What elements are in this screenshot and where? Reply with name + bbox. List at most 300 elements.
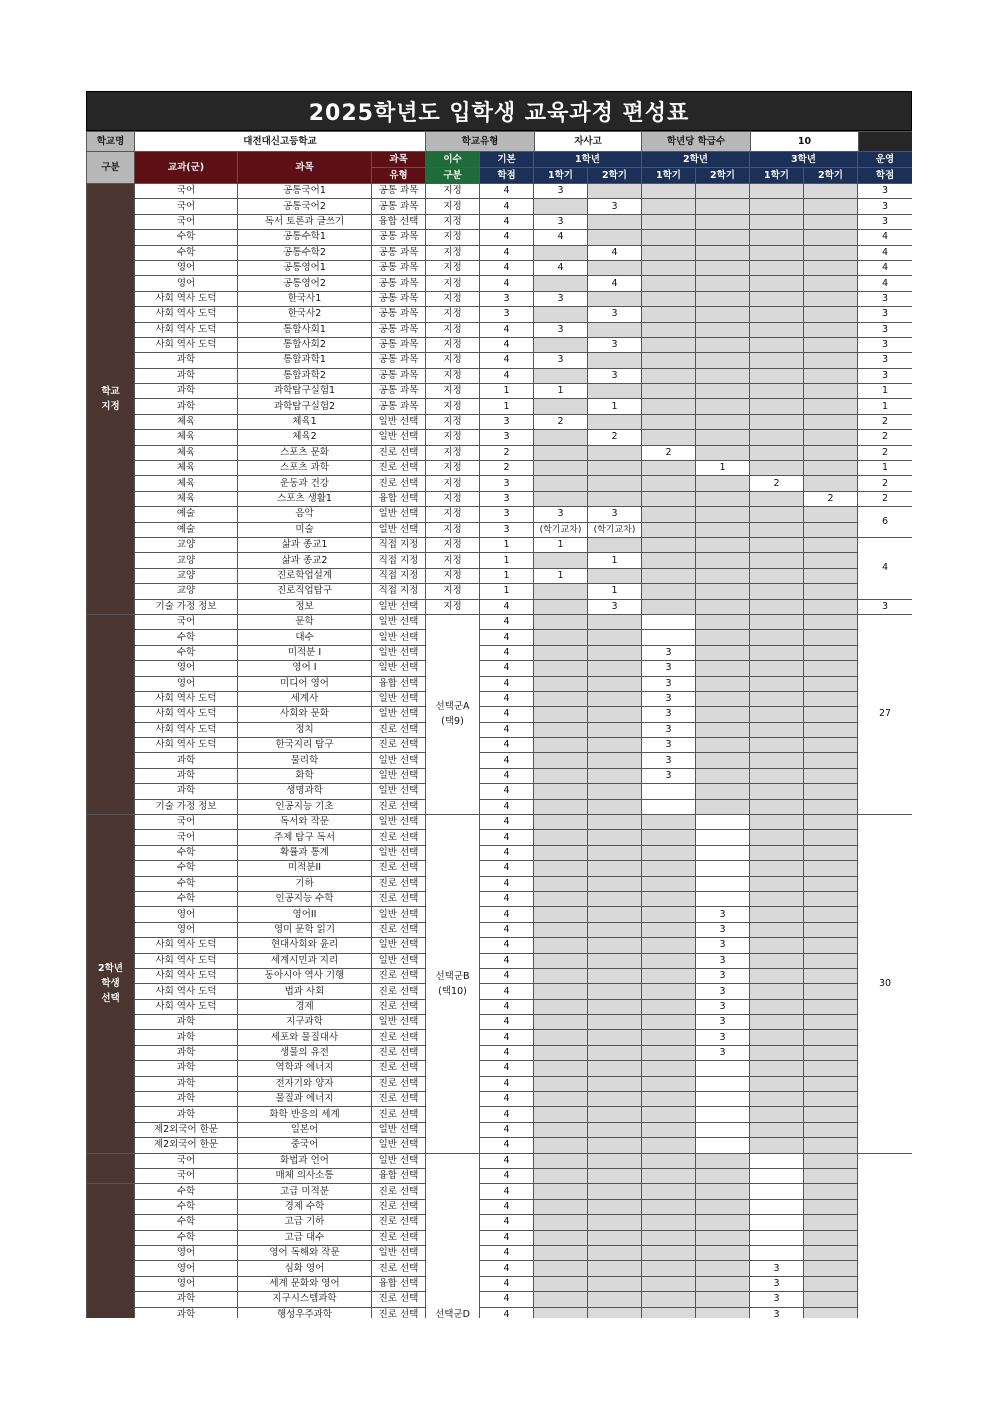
table-row — [87, 968, 913, 983]
table-row — [87, 568, 913, 583]
semester-credit-cell — [642, 861, 696, 876]
semester-credit-cell — [750, 1092, 804, 1107]
table-row — [87, 630, 913, 645]
semester-credit-cell — [696, 599, 750, 614]
op-credit-cell: 4 — [858, 260, 913, 275]
semester-credit-cell — [750, 553, 804, 568]
header-base-1: 기본 — [480, 152, 534, 168]
semester-credit-cell — [534, 1245, 588, 1260]
semester-credit-cell — [588, 707, 642, 722]
semester-credit-cell — [804, 799, 858, 814]
semester-credit-cell — [588, 476, 642, 491]
table-row — [87, 199, 913, 214]
semester-credit-cell — [696, 1061, 750, 1076]
course-type-cell: 일반 선택 — [372, 414, 426, 429]
semester-credit-cell — [642, 614, 696, 629]
table-row — [87, 1061, 913, 1076]
table-row — [87, 322, 913, 337]
semester-credit-cell — [696, 768, 750, 783]
semester-credit-cell — [696, 738, 750, 753]
semester-credit-cell — [696, 676, 750, 691]
semester-credit-cell — [696, 645, 750, 660]
semester-credit-cell — [588, 691, 642, 706]
table-row — [87, 799, 913, 814]
subject-group-cell: 사회 역사 도덕 — [135, 707, 238, 722]
base-credit-cell: 4 — [480, 830, 534, 845]
semester-credit-cell — [696, 553, 750, 568]
semester-credit-cell — [750, 953, 804, 968]
semester-credit-cell — [588, 214, 642, 229]
subject-cell: 대수 — [238, 630, 372, 645]
semester-credit-cell — [534, 337, 588, 352]
subject-cell: 영어II — [238, 907, 372, 922]
semester-credit-cell — [804, 768, 858, 783]
semester-credit-cell — [804, 1107, 858, 1122]
semester-credit-cell — [804, 645, 858, 660]
course-type-cell: 일반 선택 — [372, 645, 426, 660]
subject-cell: 동아시아 역사 기행 — [238, 968, 372, 983]
semester-credit-cell: 3 — [696, 1015, 750, 1030]
semester-credit-cell — [804, 907, 858, 922]
semester-credit-cell: 3 — [588, 307, 642, 322]
semester-credit-cell — [750, 199, 804, 214]
table-row — [87, 368, 913, 383]
table-row — [87, 768, 913, 783]
semester-credit-cell — [534, 1015, 588, 1030]
isu-cell: 지정 — [426, 537, 480, 552]
semester-credit-cell — [534, 691, 588, 706]
semester-credit-cell — [534, 553, 588, 568]
semester-credit-cell — [534, 1169, 588, 1184]
semester-credit-cell — [750, 1107, 804, 1122]
semester-credit-cell — [642, 384, 696, 399]
op-credit-cell: 3 — [858, 214, 913, 229]
subject-group-cell: 수학 — [135, 876, 238, 891]
semester-credit-cell — [534, 630, 588, 645]
subject-cell: 영어 I — [238, 661, 372, 676]
table-row — [87, 522, 913, 537]
semester-credit-cell — [804, 938, 858, 953]
course-type-cell: 진로 선택 — [372, 830, 426, 845]
semester-credit-cell — [588, 1307, 642, 1318]
semester-credit-cell — [750, 507, 804, 522]
course-type-cell: 진로 선택 — [372, 1184, 426, 1199]
table-row — [87, 1153, 913, 1168]
semester-credit-cell — [804, 815, 858, 830]
course-type-cell: 일반 선택 — [372, 753, 426, 768]
subject-group-cell: 영어 — [135, 260, 238, 275]
header-g2-sem1: 1학기 — [642, 168, 696, 184]
semester-credit-cell — [696, 353, 750, 368]
semester-credit-cell — [804, 1061, 858, 1076]
table-row — [87, 184, 913, 199]
subject-cell: 지구과학 — [238, 1015, 372, 1030]
semester-credit-cell — [642, 1261, 696, 1276]
semester-credit-cell — [642, 414, 696, 429]
table-row — [87, 691, 913, 706]
semester-credit-cell: 3 — [642, 707, 696, 722]
subject-cell: 체육1 — [238, 414, 372, 429]
op-credit-cell: 2 — [858, 445, 913, 460]
course-type-cell: 진로 선택 — [372, 1292, 426, 1307]
semester-credit-cell — [750, 1061, 804, 1076]
semester-credit-cell — [642, 953, 696, 968]
course-type-cell: 직접 지정 — [372, 568, 426, 583]
isu-cell: 지정 — [426, 276, 480, 291]
semester-credit-cell — [804, 861, 858, 876]
isu-cell: 지정 — [426, 414, 480, 429]
semester-credit-cell — [588, 537, 642, 552]
semester-credit-cell — [588, 1076, 642, 1091]
semester-credit-cell: 3 — [750, 1276, 804, 1291]
subject-group-cell: 수학 — [135, 861, 238, 876]
header-subject: 과목 — [238, 152, 372, 184]
course-type-cell: 공통 과목 — [372, 291, 426, 306]
semester-credit-cell — [642, 214, 696, 229]
semester-credit-cell — [588, 768, 642, 783]
semester-credit-cell — [588, 984, 642, 999]
base-credit-cell: 3 — [480, 522, 534, 537]
semester-credit-cell — [588, 1292, 642, 1307]
course-type-cell: 진로 선택 — [372, 999, 426, 1014]
semester-credit-cell — [804, 384, 858, 399]
semester-credit-cell — [696, 245, 750, 260]
semester-credit-cell — [588, 784, 642, 799]
base-credit-cell: 4 — [480, 876, 534, 891]
semester-credit-cell: 3 — [696, 953, 750, 968]
base-credit-cell: 4 — [480, 1015, 534, 1030]
semester-credit-cell — [534, 399, 588, 414]
semester-credit-cell — [696, 445, 750, 460]
op-credit-cell: 1 — [858, 399, 913, 414]
course-type-cell: 일반 선택 — [372, 599, 426, 614]
subject-cell: 중국어 — [238, 1138, 372, 1153]
semester-credit-cell — [804, 984, 858, 999]
isu-cell: 지정 — [426, 199, 480, 214]
subject-group-cell: 사회 역사 도덕 — [135, 999, 238, 1014]
course-type-cell: 일반 선택 — [372, 691, 426, 706]
semester-credit-cell — [642, 461, 696, 476]
isu-cell: 지정 — [426, 399, 480, 414]
base-credit-cell: 4 — [480, 691, 534, 706]
subject-group-cell: 과학 — [135, 1045, 238, 1060]
semester-credit-cell — [642, 368, 696, 383]
header-g2-sem2: 2학기 — [696, 168, 750, 184]
semester-credit-cell — [696, 1261, 750, 1276]
isu-cell: 지정 — [426, 491, 480, 506]
type-value: 자사고 — [535, 132, 642, 152]
base-credit-cell: 4 — [480, 984, 534, 999]
isu-cell: 지정 — [426, 260, 480, 275]
subject-group-cell: 국어 — [135, 1153, 238, 1168]
subject-group-cell: 사회 역사 도덕 — [135, 984, 238, 999]
semester-credit-cell — [804, 1169, 858, 1184]
op-credit-cell: 3 — [858, 291, 913, 306]
subject-group-cell: 교양 — [135, 568, 238, 583]
header-op-2: 학점 — [858, 168, 913, 184]
semester-credit-cell — [534, 907, 588, 922]
semester-credit-cell — [642, 184, 696, 199]
semester-credit-cell — [642, 784, 696, 799]
semester-credit-cell — [804, 707, 858, 722]
subject-cell: 스포츠 문화 — [238, 445, 372, 460]
semester-credit-cell — [696, 276, 750, 291]
table-row — [87, 830, 913, 845]
op-credit-cell: 4 — [858, 230, 913, 245]
subject-group-cell: 예술 — [135, 507, 238, 522]
semester-credit-cell — [750, 1230, 804, 1245]
semester-credit-cell — [534, 461, 588, 476]
semester-credit-cell: (학기교차) — [588, 522, 642, 537]
base-credit-cell: 4 — [480, 260, 534, 275]
subject-cell: 삶과 종교1 — [238, 537, 372, 552]
semester-credit-cell — [642, 291, 696, 306]
semester-credit-cell — [642, 553, 696, 568]
semester-credit-cell — [588, 1199, 642, 1214]
subject-group-cell: 수학 — [135, 1215, 238, 1230]
header-isu-2: 구분 — [426, 168, 480, 184]
semester-credit-cell — [696, 799, 750, 814]
isu-cell: 지정 — [426, 445, 480, 460]
course-type-cell: 진로 선택 — [372, 476, 426, 491]
semester-credit-cell — [588, 676, 642, 691]
subject-cell: 세포와 물질대사 — [238, 1030, 372, 1045]
section-group-a-side — [87, 614, 135, 814]
semester-credit-cell — [696, 661, 750, 676]
table-row — [87, 1292, 913, 1307]
base-credit-cell: 4 — [480, 630, 534, 645]
base-credit-cell: 4 — [480, 768, 534, 783]
base-credit-cell: 1 — [480, 399, 534, 414]
op-credit-cell: 4 — [858, 245, 913, 260]
semester-credit-cell — [804, 691, 858, 706]
semester-credit-cell — [588, 753, 642, 768]
semester-credit-cell — [534, 1230, 588, 1245]
semester-credit-cell — [534, 891, 588, 906]
base-credit-cell: 4 — [480, 645, 534, 660]
semester-credit-cell — [750, 461, 804, 476]
semester-credit-cell — [750, 1122, 804, 1137]
semester-credit-cell — [696, 384, 750, 399]
course-type-cell: 공통 과목 — [372, 353, 426, 368]
course-type-cell: 직접 지정 — [372, 584, 426, 599]
op-credit-cell: 2 — [858, 491, 913, 506]
table-row — [87, 722, 913, 737]
semester-credit-cell — [642, 830, 696, 845]
semester-credit-cell — [642, 1245, 696, 1260]
base-credit-cell: 3 — [480, 491, 534, 506]
op-credit-group-a: 27 — [858, 614, 913, 814]
course-type-cell: 일반 선택 — [372, 784, 426, 799]
subject-group-cell: 사회 역사 도덕 — [135, 307, 238, 322]
semester-credit-cell — [804, 584, 858, 599]
semester-credit-cell — [642, 1199, 696, 1214]
course-type-cell: 공통 과목 — [372, 307, 426, 322]
semester-credit-cell — [642, 1184, 696, 1199]
subject-group-cell: 과학 — [135, 384, 238, 399]
subject-cell: 체육2 — [238, 430, 372, 445]
semester-credit-cell — [588, 291, 642, 306]
subject-cell: 진로학업설계 — [238, 568, 372, 583]
semester-credit-cell — [696, 845, 750, 860]
course-type-cell: 융합 선택 — [372, 491, 426, 506]
course-type-cell: 진로 선택 — [372, 1199, 426, 1214]
semester-credit-cell: 4 — [588, 245, 642, 260]
isu-cell: 지정 — [426, 214, 480, 229]
subject-group-cell: 수학 — [135, 630, 238, 645]
semester-credit-cell: 3 — [588, 368, 642, 383]
subject-cell: 화학 반응의 세계 — [238, 1107, 372, 1122]
course-type-cell: 일반 선택 — [372, 430, 426, 445]
semester-credit-cell — [642, 1307, 696, 1318]
semester-credit-cell — [642, 938, 696, 953]
group-b-label: 선택군B (택10) — [426, 815, 480, 1154]
base-credit-cell: 4 — [480, 1153, 534, 1168]
semester-credit-cell — [750, 214, 804, 229]
semester-credit-cell — [696, 537, 750, 552]
semester-credit-cell — [534, 1199, 588, 1214]
semester-credit-cell — [588, 722, 642, 737]
semester-credit-cell — [642, 337, 696, 352]
semester-credit-cell — [750, 599, 804, 614]
op-credit-group-b: 30 — [858, 815, 913, 1154]
semester-credit-cell — [588, 230, 642, 245]
semester-credit-cell — [804, 1307, 858, 1318]
semester-credit-cell — [696, 476, 750, 491]
isu-cell: 지정 — [426, 291, 480, 306]
semester-credit-cell — [696, 1215, 750, 1230]
semester-credit-cell — [588, 1261, 642, 1276]
semester-credit-cell — [804, 1245, 858, 1260]
semester-credit-cell — [534, 245, 588, 260]
semester-credit-cell: 4 — [534, 260, 588, 275]
subject-cell: 법과 사회 — [238, 984, 372, 999]
isu-cell: 지정 — [426, 476, 480, 491]
semester-credit-cell — [750, 353, 804, 368]
base-credit-cell: 4 — [480, 738, 534, 753]
semester-credit-cell — [804, 661, 858, 676]
semester-credit-cell: 3 — [696, 984, 750, 999]
semester-credit-cell — [750, 368, 804, 383]
subject-group-cell: 수학 — [135, 230, 238, 245]
base-credit-cell: 4 — [480, 661, 534, 676]
base-credit-cell: 4 — [480, 1092, 534, 1107]
base-credit-cell: 3 — [480, 476, 534, 491]
table-row — [87, 1215, 913, 1230]
semester-credit-cell — [642, 1215, 696, 1230]
course-type-cell: 일반 선택 — [372, 1245, 426, 1260]
course-type-cell: 진로 선택 — [372, 1045, 426, 1060]
base-credit-cell: 4 — [480, 276, 534, 291]
semester-credit-cell — [804, 722, 858, 737]
base-credit-cell: 4 — [480, 1276, 534, 1291]
semester-credit-cell — [588, 1215, 642, 1230]
semester-credit-cell — [804, 337, 858, 352]
semester-credit-cell — [750, 1030, 804, 1045]
table-row — [87, 1245, 913, 1260]
semester-credit-cell — [588, 922, 642, 937]
semester-credit-cell — [534, 491, 588, 506]
semester-credit-cell: 3 — [534, 291, 588, 306]
subject-group-cell: 과학 — [135, 1076, 238, 1091]
isu-cell: 지정 — [426, 384, 480, 399]
base-credit-cell: 4 — [480, 968, 534, 983]
isu-cell: 지정 — [426, 245, 480, 260]
curriculum-sheet — [86, 91, 912, 1318]
semester-credit-cell — [750, 891, 804, 906]
semester-credit-cell — [750, 1215, 804, 1230]
course-type-cell: 일반 선택 — [372, 845, 426, 860]
semester-credit-cell — [696, 568, 750, 583]
semester-credit-cell — [804, 399, 858, 414]
semester-credit-cell — [534, 845, 588, 860]
semester-credit-cell: 3 — [750, 1261, 804, 1276]
semester-credit-cell — [804, 1122, 858, 1137]
base-credit-cell: 4 — [480, 1215, 534, 1230]
base-credit-cell: 4 — [480, 1122, 534, 1137]
semester-credit-cell — [696, 230, 750, 245]
semester-credit-cell — [534, 999, 588, 1014]
semester-credit-cell — [534, 476, 588, 491]
course-type-cell: 진로 선택 — [372, 1261, 426, 1276]
semester-credit-cell — [696, 707, 750, 722]
base-credit-cell: 4 — [480, 614, 534, 629]
semester-credit-cell — [588, 738, 642, 753]
course-type-cell: 융합 선택 — [372, 214, 426, 229]
course-type-cell: 진로 선택 — [372, 1076, 426, 1091]
semester-credit-cell — [588, 953, 642, 968]
semester-credit-cell — [696, 830, 750, 845]
semester-credit-cell: 1 — [588, 584, 642, 599]
subject-cell: 한국지리 탐구 — [238, 738, 372, 753]
subject-group-cell: 사회 역사 도덕 — [135, 938, 238, 953]
semester-credit-cell — [750, 430, 804, 445]
semester-credit-cell — [588, 645, 642, 660]
table-row — [87, 1107, 913, 1122]
page-title: 2025학년도 입학생 교육과정 편성표 — [86, 91, 912, 131]
base-credit-cell: 4 — [480, 184, 534, 199]
table-row — [87, 1261, 913, 1276]
course-type-cell: 공통 과목 — [372, 399, 426, 414]
semester-credit-cell — [534, 1292, 588, 1307]
semester-credit-cell — [588, 1107, 642, 1122]
subject-cell: 세계사 — [238, 691, 372, 706]
course-type-cell: 공통 과목 — [372, 184, 426, 199]
semester-credit-cell — [696, 861, 750, 876]
semester-credit-cell — [588, 1122, 642, 1137]
semester-credit-cell: 4 — [534, 230, 588, 245]
course-type-cell: 공통 과목 — [372, 368, 426, 383]
semester-credit-cell — [750, 614, 804, 629]
semester-credit-cell: 3 — [642, 722, 696, 737]
subject-cell: 화법과 언어 — [238, 1153, 372, 1168]
semester-credit-cell: 3 — [588, 507, 642, 522]
subject-group-cell: 체육 — [135, 461, 238, 476]
op-credit-cell: 1 — [858, 384, 913, 399]
base-credit-cell: 4 — [480, 891, 534, 906]
semester-credit-cell — [534, 922, 588, 937]
semester-credit-cell: 1 — [534, 537, 588, 552]
course-type-cell: 공통 과목 — [372, 245, 426, 260]
semester-credit-cell — [534, 430, 588, 445]
semester-credit-cell — [588, 845, 642, 860]
course-type-cell: 일반 선택 — [372, 815, 426, 830]
semester-credit-cell — [750, 1245, 804, 1260]
table-row — [87, 907, 913, 922]
semester-credit-cell — [642, 1076, 696, 1091]
base-credit-cell: 2 — [480, 461, 534, 476]
base-credit-cell: 4 — [480, 845, 534, 860]
